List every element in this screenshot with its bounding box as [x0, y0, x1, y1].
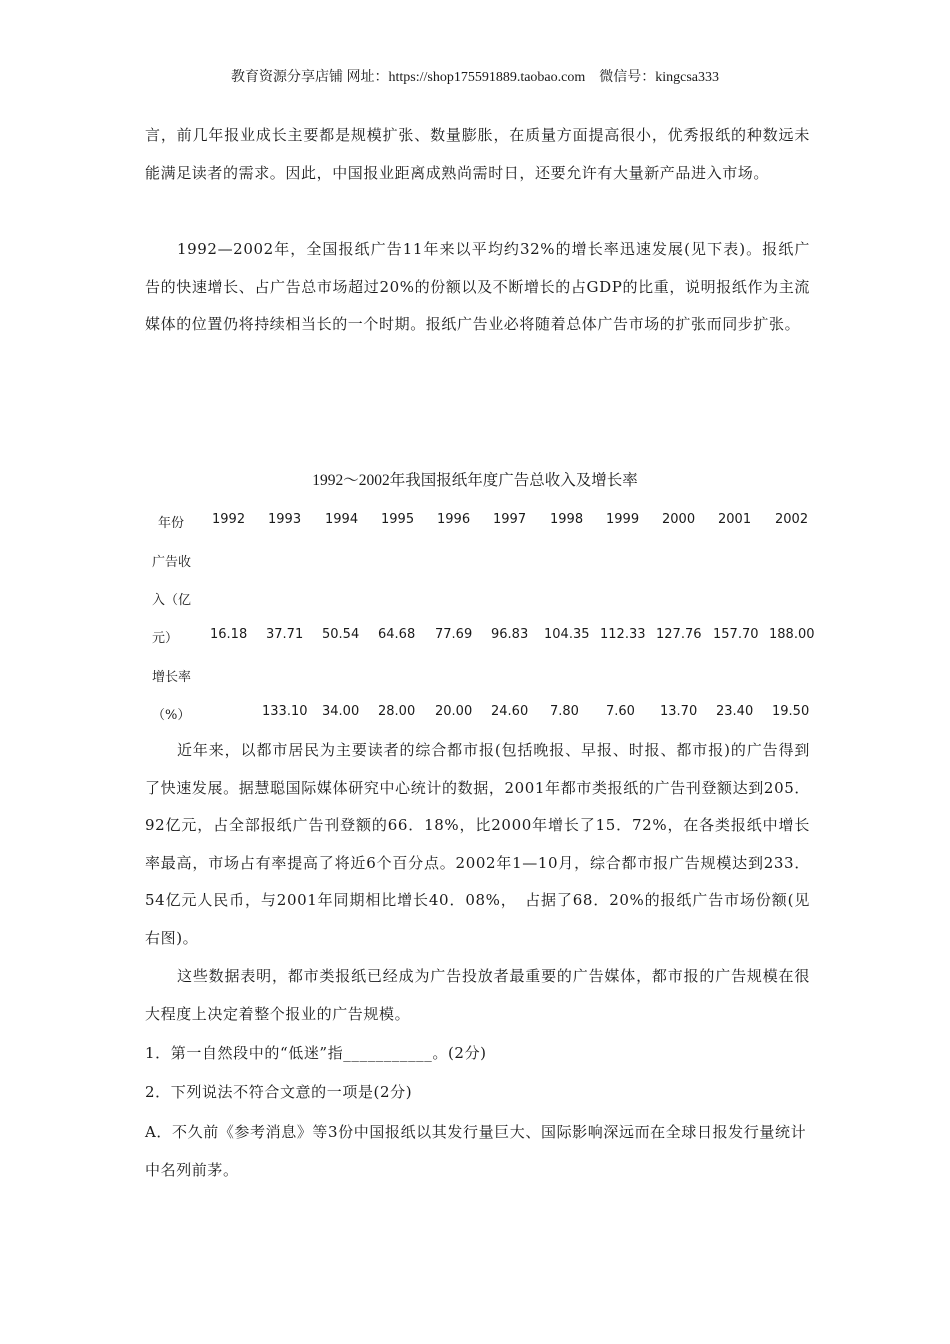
growth-cell: 13.70: [660, 704, 698, 719]
income-cell: 64.68: [378, 627, 416, 642]
year-label: 年份: [158, 516, 185, 531]
year-cell: 1994: [325, 512, 359, 527]
income-cell: 104.35: [544, 627, 590, 642]
year-cell: 2002: [775, 512, 809, 527]
paragraph-1: 言，前几年报业成长主要都是规模扩张、数量膨胀，在质量方面提高很小，优秀报纸的种数远未能满足读者的需求。因此，中国报业距离成熟尚需时日，还要允许有大量新产品进入市场。: [145, 126, 810, 182]
income-label-line: 入（亿: [152, 593, 192, 608]
income-cell: 50.54: [322, 627, 360, 642]
year-cell: 2001: [718, 512, 752, 527]
income-label-line: 广告收: [152, 555, 192, 570]
income-cell: 188.00: [769, 627, 815, 642]
question-1: 1．第一自然段中的“低迷”指___________。(2分): [145, 1044, 487, 1062]
growth-cell: 7.60: [606, 704, 635, 719]
paragraph-4: 这些数据表明，都市类报纸已经成为广告投放者最重要的广告媒体，都市报的广告规模在很大程度上决定着整个报业的广告规模。: [145, 967, 810, 1023]
income-cell: 16.18: [210, 627, 248, 642]
growth-cell: 24.60: [491, 704, 529, 719]
income-cell: 77.69: [435, 627, 473, 642]
question-2: 2．下列说法不符合文意的一项是(2分): [145, 1083, 413, 1101]
year-cell: 1992: [212, 512, 246, 527]
income-cell: 157.70: [713, 627, 759, 642]
year-cell: 1998: [550, 512, 584, 527]
growth-cell: 7.80: [550, 704, 579, 719]
year-cell: 1995: [381, 512, 415, 527]
income-label-line: 元）: [152, 631, 179, 646]
year-cell: 1996: [437, 512, 471, 527]
year-cell: 1993: [268, 512, 302, 527]
year-cell: 2000: [662, 512, 696, 527]
page-header: 教育资源分享店铺 网址：https://shop175591889.taobao.com 微信号：kingcsa333: [230, 70, 720, 85]
growth-cell: 133.10: [262, 704, 308, 719]
paragraph-2: 1992—2002年，全国报纸广告11年来以平均约32%的增长率迅速发展(见下表)。报纸广告的快速增长、占广告总市场超过20%的份额以及不断增长的占GDP的比重，说明报纸作为主流媒体的位置仍将持续相当长的一个时期。报纸广告业必将随着总体广告市场的扩张而同步扩张。: [145, 240, 810, 333]
income-cell: 127.76: [656, 627, 702, 642]
growth-cell: 19.50: [772, 704, 810, 719]
paragraph-3: 近年来，以都市居民为主要读者的综合都市报(包括晚报、早报、时报、都市报)的广告得到了快速发展。据慧聪国际媒体研究中心统计的数据，2001年都市类报纸的广告刊登额达到205．92亿元，占全部报纸广告刊登额的66．18%，比2000年增长了15．72%，在各类报纸中增长率最高，市场占有率提高了将近6个百分点。2002年1—10月，综合都市报广告规模达到233．54亿元人民币，与2001年同期相比增长40．08%， 占据了68．20%的报纸广告市场份额(见右图)。: [145, 741, 810, 947]
year-cell: 1999: [606, 512, 640, 527]
growth-label-line: 增长率: [152, 670, 192, 685]
table-title: 1992～2002年我国报纸年度广告总收入及增长率: [312, 472, 638, 489]
growth-cell: 20.00: [435, 704, 473, 719]
year-cell: 1997: [493, 512, 527, 527]
question-2-option-a: A．不久前《参考消息》等3份中国报纸以其发行量巨大、国际影响深远而在全球日报发行量统计中名列前茅。: [145, 1123, 807, 1179]
growth-cell: 34.00: [322, 704, 360, 719]
income-cell: 112.33: [600, 627, 646, 642]
growth-cell: 23.40: [716, 704, 754, 719]
income-cell: 96.83: [491, 627, 529, 642]
growth-label-line: （%）: [152, 708, 191, 723]
growth-cell: 28.00: [378, 704, 416, 719]
income-cell: 37.71: [266, 627, 304, 642]
